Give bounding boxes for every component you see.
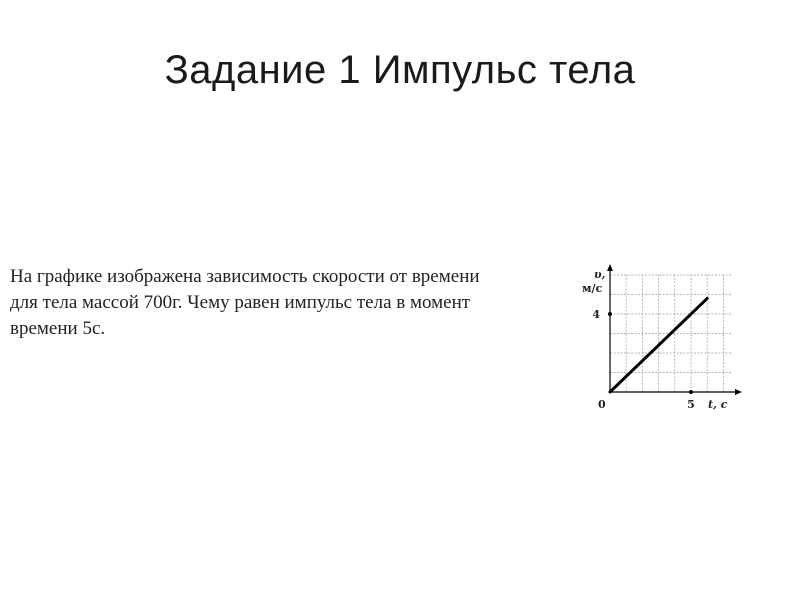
task-line: На графике изображена зависимость скорости от времени: [10, 266, 480, 287]
y-axis-label: υ,: [594, 268, 606, 281]
y-axis-unit-label: м/с: [582, 282, 603, 295]
x-axis-arrow: [735, 389, 742, 395]
x-axis-label: t, с: [708, 398, 728, 411]
y-tick-mark: [608, 312, 612, 316]
task-text: [10, 264, 550, 342]
x-tick-mark: [689, 390, 693, 394]
y-axis-arrow: [607, 264, 613, 271]
task-line: времени 5с.: [10, 318, 106, 339]
slide-title: Задание 1 Импульс тела: [164, 48, 636, 92]
y-tick-label: 4: [592, 308, 600, 321]
chart-svg: [572, 258, 750, 424]
origin-label: 0: [598, 398, 606, 411]
velocity-time-graph: [572, 258, 750, 424]
x-tick-label: 5: [687, 398, 695, 411]
task-line: для тела массой 700г. Чему равен импульс тела в момент: [10, 292, 471, 313]
